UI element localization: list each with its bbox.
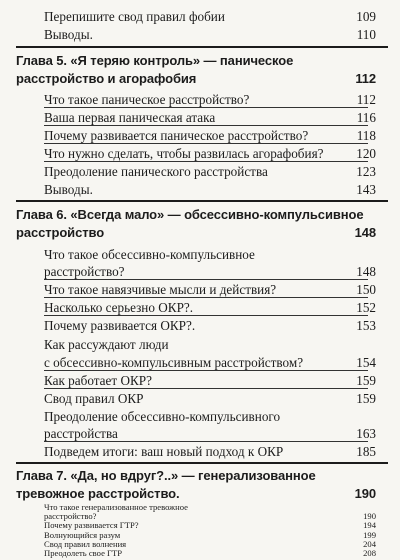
entry-underline xyxy=(44,388,368,389)
entry-title: расстройство? xyxy=(44,264,125,279)
chapter-heading xyxy=(16,485,376,502)
chapter-divider xyxy=(16,46,388,48)
entry-title: Почему развивается ГТР? xyxy=(44,520,139,531)
entry-title: Что такое обсессивно-компульсивное xyxy=(44,247,255,262)
toc-entry xyxy=(44,425,376,442)
entry-underline xyxy=(44,297,368,298)
chapter-title-line2: расстройство xyxy=(16,225,105,240)
chapter-page: 190 xyxy=(354,486,376,501)
entry-title: Что такое генерализованное тревожное xyxy=(44,502,188,512)
toc-entry xyxy=(44,145,376,162)
entry-title: расстройства xyxy=(44,426,118,441)
toc-entry xyxy=(44,390,376,407)
toc-entry xyxy=(44,163,376,180)
chapter-title-line2: тревожное расстройство. xyxy=(16,486,180,501)
chapter-title-line1: Глава 7. «Да, но вдруг?..» — генерализованное xyxy=(16,468,316,483)
entry-underline xyxy=(44,279,368,280)
entry-page: 190 xyxy=(363,511,376,522)
entry-title: Перепишите свод правил фобии xyxy=(44,9,225,24)
entry-title: Что такое навязчивые мысли и действия? xyxy=(44,282,277,297)
entry-page: 152 xyxy=(356,300,376,315)
chapter-page: 148 xyxy=(354,225,376,240)
entry-page: 110 xyxy=(356,27,376,42)
chapter-title-line2: расстройство и агорафобия xyxy=(16,71,197,86)
entry-underline xyxy=(44,125,368,126)
entry-title: Преодолеть свое ГТР xyxy=(44,548,123,558)
entry-underline xyxy=(44,370,368,371)
toc-entry xyxy=(44,299,376,316)
entry-page: 208 xyxy=(363,548,376,558)
toc-entry xyxy=(44,246,376,263)
entry-page: 153 xyxy=(356,318,376,333)
entry-page: 159 xyxy=(356,391,376,406)
toc-entry xyxy=(44,443,376,460)
entry-page: 109 xyxy=(356,9,376,24)
entry-title: Свод правил ОКР xyxy=(44,391,144,406)
entry-title: с обсессивно-компульсивным расстройством? xyxy=(44,355,304,370)
toc-entry xyxy=(44,408,376,425)
entry-page: 116 xyxy=(356,110,376,125)
entry-title: Преодоление обсессивно-компульсивного xyxy=(44,409,281,424)
entry-title: Свод правил волнения xyxy=(44,538,127,549)
toc-entry xyxy=(44,8,376,25)
toc-entry xyxy=(44,127,376,144)
chapter-heading xyxy=(16,52,376,69)
entry-title: Волнующийся разум xyxy=(44,529,121,540)
entry-page: 118 xyxy=(356,128,376,143)
entry-page: 163 xyxy=(356,426,376,441)
entry-title: Как рассуждают люди xyxy=(44,337,169,352)
toc-entry xyxy=(44,26,376,43)
chapter-page: 112 xyxy=(355,71,376,86)
entry-title: Почему развивается ОКР?. xyxy=(44,318,196,333)
chapter-divider xyxy=(16,200,388,202)
entry-title: Почему развивается паническое расстройство? xyxy=(44,128,309,143)
toc-entry xyxy=(44,354,376,371)
entry-title: Преодоление панического расстройства xyxy=(44,164,268,179)
entry-underline xyxy=(44,107,368,108)
entry-title: Выводы. xyxy=(44,182,93,197)
entry-page: 120 xyxy=(356,146,376,161)
entry-underline xyxy=(44,143,368,144)
toc-entry xyxy=(44,336,376,353)
entry-underline xyxy=(44,441,368,442)
chapter-title-line1: Глава 5. «Я теряю контроль» — паническое xyxy=(16,53,294,68)
entry-page: 150 xyxy=(356,282,376,297)
entry-title: расстройство? xyxy=(44,511,97,522)
chapter-heading xyxy=(16,224,376,241)
entry-page: 143 xyxy=(356,182,376,197)
toc-entry xyxy=(44,109,376,126)
entry-title: Как работает ОКР? xyxy=(44,373,152,388)
entry-title: Подведем итоги: ваш новый подход к ОКР xyxy=(44,444,284,459)
entry-page: 112 xyxy=(356,92,376,107)
entry-title: Насколько серьезно ОКР?. xyxy=(44,300,194,315)
toc-entry xyxy=(44,181,376,198)
entry-underline xyxy=(44,161,368,162)
entry-page: 185 xyxy=(356,444,376,459)
toc-entry xyxy=(44,549,376,558)
chapter-heading xyxy=(16,467,376,484)
toc-entry xyxy=(44,281,376,298)
entry-page: 194 xyxy=(363,520,376,531)
chapter-divider xyxy=(16,462,388,464)
toc-entry xyxy=(44,372,376,389)
entry-page: 204 xyxy=(363,538,376,549)
chapter-heading xyxy=(16,70,376,87)
entry-title: Ваша первая паническая атака xyxy=(44,110,216,125)
toc-entry xyxy=(44,317,376,334)
entry-title: Выводы. xyxy=(44,27,93,42)
entry-title: Что такое паническое расстройство? xyxy=(44,92,250,107)
entry-title: Что нужно сделать, чтобы развилась агорафобия? xyxy=(44,146,324,161)
entry-underline xyxy=(44,315,368,316)
chapter-title-line1: Глава 6. «Всегда мало» — обсессивно-компульсивное xyxy=(16,207,364,222)
entry-page: 199 xyxy=(363,529,376,540)
entry-page: 123 xyxy=(356,164,376,179)
entry-page: 154 xyxy=(356,355,376,370)
chapter-heading xyxy=(16,206,376,223)
entry-page: 159 xyxy=(356,373,376,388)
toc-entry xyxy=(44,91,376,108)
entry-page: 148 xyxy=(356,264,376,279)
toc-entry xyxy=(44,263,376,280)
